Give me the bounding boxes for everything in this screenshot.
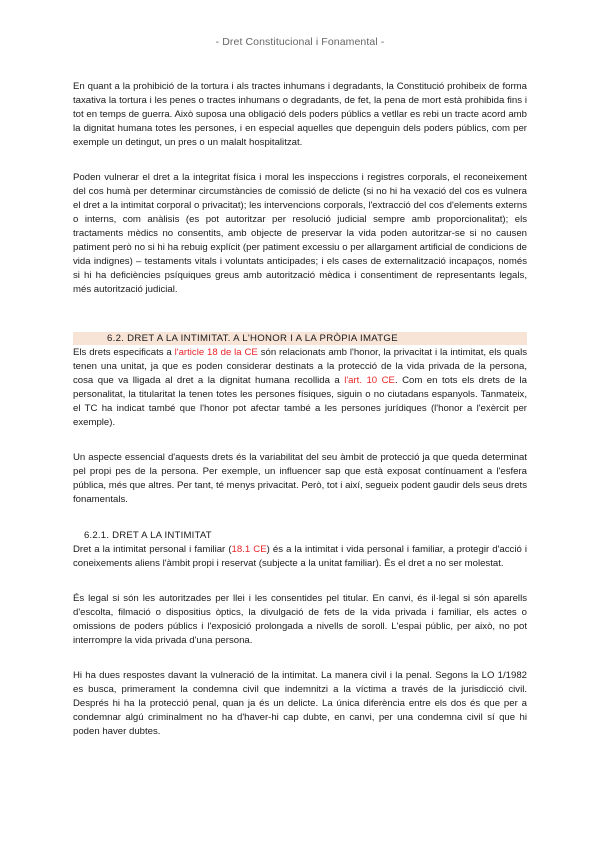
text-fragment: . Com en tots els drets de la personalitat, la titularitat la tenen totes les persones físiques, siguin o no ciutadans espanyols. Tanmateix, el TC ha indicat també que l'honor pot afectar també a les persones jurídiques (l'honor a l'exèrcit per exemple). — [73, 375, 527, 428]
paragraph-variability: Un aspecte essencial d'aquests drets és la variabilitat del seu àmbit de protecció ja que queda determinat pel propi pes de la persona. Per exemple, un influencer sap que està exposat contínuament a l'esfera pública, més que altres. Per tant, té menys privacitat. Però, tot i així, segueix podent gaudir dels seus drets fonamentals. — [73, 452, 527, 505]
paragraph-torture: En quant a la prohibició de la tortura i als tractes inhumans i degradants, la Constitució prohibeix de forma taxativa la tortura i les penes o tractes inhumans o degradants, de fet, la pena de mort està prohibida fins i tot en temps de guerra. Això suposa una obligació dels poders públics a vetllar es rebi un tracte acord amb la dignitat humana totes les persones, i en especial aquelles que depenguin dels poders públics, com per exemple un detingut, un pres o un malalt hospitalitzat. — [73, 81, 527, 148]
article-10-link[interactable]: l'art. 10 CE — [344, 375, 395, 386]
text-fragment: ) és a la intimitat i vida personal i familiar, a protegir d'acció i coneixements aliens l'àmbit propi i reservat (subjecte a la unitat familiar). És el dret a no ser molestat. — [73, 544, 527, 569]
subsection-heading: 6.2.1. DRET A LA INTIMITAT — [84, 530, 212, 541]
article-18-link[interactable]: l'article 18 de la CE — [174, 347, 258, 358]
paragraph-legality: És legal si són les autoritzades per llei i les consentides pel titular. En canvi, és il·legal si són aparells d'escolta, filmació o dispositius òptics, la divulgació de fets de la vida privada i familiar, els actes o omissions de poders públics i l'exposició prolongada a nivells de soroll. L'espai públic, per això, no pot interrompre la vida privada d'una persona. — [73, 593, 527, 646]
text-fragment: Dret a la intimitat personal i familiar ( — [73, 544, 232, 555]
text-fragment: Els drets especificats a — [73, 347, 175, 358]
paragraph-intimacy-right — [73, 543, 527, 571]
article-18-1-link[interactable]: 18.1 CE — [231, 544, 267, 555]
paragraph-responses: Hi ha dues respostes davant la vulneració de la intimitat. La manera civil i la penal. Segons la LO 1/1982 es busca, primerament la condemna civil que indemnitzi a la víctima a través de la jurisdicció civil. Després hi ha la protecció penal, quan ja és un delicte. La única diferència entre els dos és que per a condemnar algú criminalment no ha d'haver-hi cap dubte, en canvi, per una condemna civil sí que hi poden haver dubtes. — [73, 670, 527, 737]
text-fragment: són relacionats amb l'honor, la privacitat i la intimitat, els quals tenen una unitat, ja que es poden considerar destinats a la protecció de la vida privada de la persona, cosa que va lligada al dret a la dignitat humana recollida a — [73, 347, 527, 386]
paragraph-article-18 — [73, 346, 527, 430]
page-header: - Dret Constitucional i Fonamental - — [215, 36, 385, 48]
section-heading: 6.2. DRET A LA INTIMITAT. A L'HONOR I A LA PRÒPIA IMATGE — [73, 332, 527, 345]
paragraph-physical-integrity: Poden vulnerar el dret a la integritat física i moral les inspeccions i registres corporals, el reconeixement del cos humà per determinar circumstàncies de comissió de delicte (si no hi ha vexació del cos es vulnera el dret a la intimitat corporal o privacitat); les intervencions corporals, l'extracció del cos d'elements externs o interns, com anàlisis (es pot autoritzar per resolució judicial sempre amb proporcionalitat); els tractaments mèdics no consentits, amb objecte de preservar la vida poden autoritzar-se si no causen patiment però no si hi ha rebuig explícit (per patiment excessiu o per allargament artificial de condicions de vida indignes) – testaments vitals i voluntats anticipades; i els cases de externalització incapaços, només si hi ha deficiències psíquiques greus amb autorització mèdica i consentiment de representants legals, més autorització judicial. — [73, 172, 527, 295]
document-body — [73, 80, 527, 739]
